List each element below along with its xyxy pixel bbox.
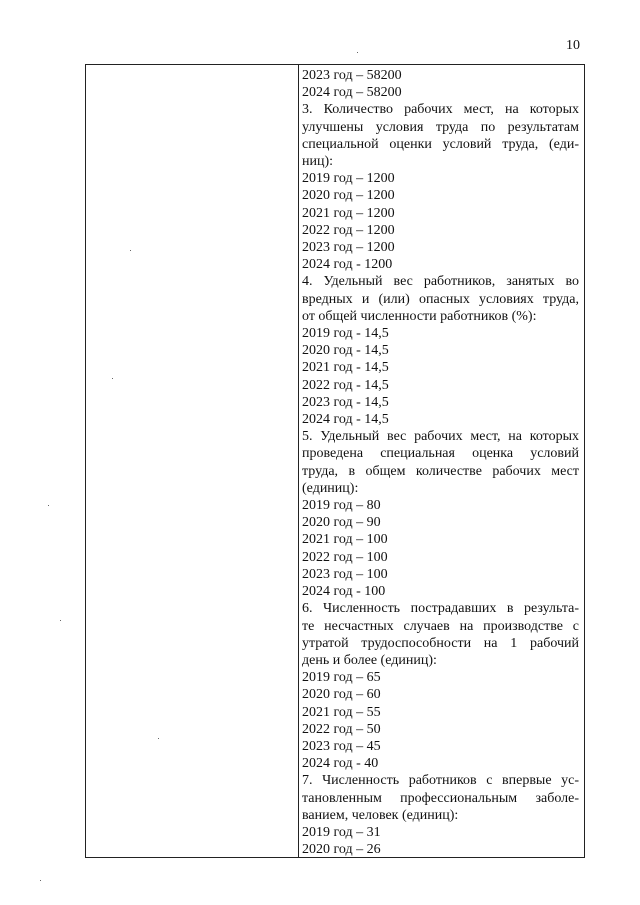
text-line: 2020 год – 60: [302, 687, 381, 703]
text-line: 2023 год – 45: [302, 738, 381, 754]
text-line: те несчастных случаев на производстве с: [302, 618, 579, 634]
text-line: 2024 год - 1200: [302, 257, 393, 273]
text-line: 2020 год – 26: [302, 842, 381, 858]
text-line: проведена специальная оценка условий: [302, 446, 579, 462]
scan-speck: [130, 250, 131, 251]
text-line: 2020 год – 90: [302, 515, 381, 531]
column-divider: [298, 65, 299, 857]
scan-speck: [40, 880, 41, 881]
text-line: 2023 год – 58200: [302, 68, 402, 83]
text-line: 2019 год - 14,5: [302, 326, 389, 342]
scan-speck: [48, 505, 49, 506]
text-line: 2024 год - 14,5: [302, 412, 389, 428]
text-line: 7. Численность работников с впервые ус-: [302, 773, 579, 789]
text-line: 3. Количество рабочих мест, на которых: [302, 102, 579, 118]
text-line: 2019 год – 1200: [302, 171, 395, 187]
text-line: от общей численности работников (%):: [302, 308, 537, 324]
scan-speck: [112, 378, 113, 379]
scan-speck: [357, 52, 358, 53]
document-table: [85, 64, 585, 858]
text-line: 2023 год – 100: [302, 566, 388, 582]
text-line: вредных и (или) опасных условиях труда,: [302, 291, 579, 307]
text-line: 2019 год – 65: [302, 670, 381, 686]
text-line: 2024 год – 58200: [302, 85, 402, 101]
text-line: 2022 год – 1200: [302, 222, 395, 238]
text-line: 2021 год - 14,5: [302, 360, 389, 376]
text-line: 2022 год - 14,5: [302, 377, 389, 393]
text-line: 2022 год – 100: [302, 549, 388, 565]
text-line: 2023 год – 1200: [302, 240, 395, 256]
text-line: 2021 год – 1200: [302, 205, 395, 221]
text-line: (единиц):: [302, 480, 359, 496]
scan-speck: [158, 738, 159, 739]
text-line: ниц):: [302, 154, 334, 170]
text-line: 2019 год – 31: [302, 824, 381, 840]
scan-speck: [60, 620, 61, 621]
text-line: 2024 год - 40: [302, 756, 379, 772]
text-line: 2020 год - 14,5: [302, 343, 389, 359]
text-line: 2019 год – 80: [302, 498, 381, 514]
text-line: день и более (единиц):: [302, 652, 437, 668]
text-line: ванием, человек (единиц):: [302, 807, 459, 823]
text-line: 5. Удельный вес рабочих мест, на которых: [302, 429, 579, 445]
text-line: 2023 год - 14,5: [302, 394, 389, 410]
text-line: улучшены условия труда по результатам: [302, 119, 579, 135]
text-line: 2024 год - 100: [302, 584, 386, 600]
indicator-text-cell: [302, 67, 579, 858]
text-line: 2021 год – 55: [302, 704, 381, 720]
page-number: 10: [566, 38, 580, 53]
text-line: 2022 год – 50: [302, 721, 381, 737]
text-line: 6. Численность пострадавших в результа-: [302, 601, 579, 617]
text-line: специальной оценки условий труда, (еди-: [302, 136, 579, 152]
text-line: утратой трудоспособности на 1 рабочий: [302, 635, 579, 651]
text-line: тановленным профессиональным заболе-: [302, 790, 579, 806]
text-line: 2020 год – 1200: [302, 188, 395, 204]
text-line: 2021 год – 100: [302, 532, 388, 548]
text-line: 4. Удельный вес работников, занятых во: [302, 274, 579, 290]
text-line: труда, в общем количестве рабочих мест: [302, 463, 579, 479]
